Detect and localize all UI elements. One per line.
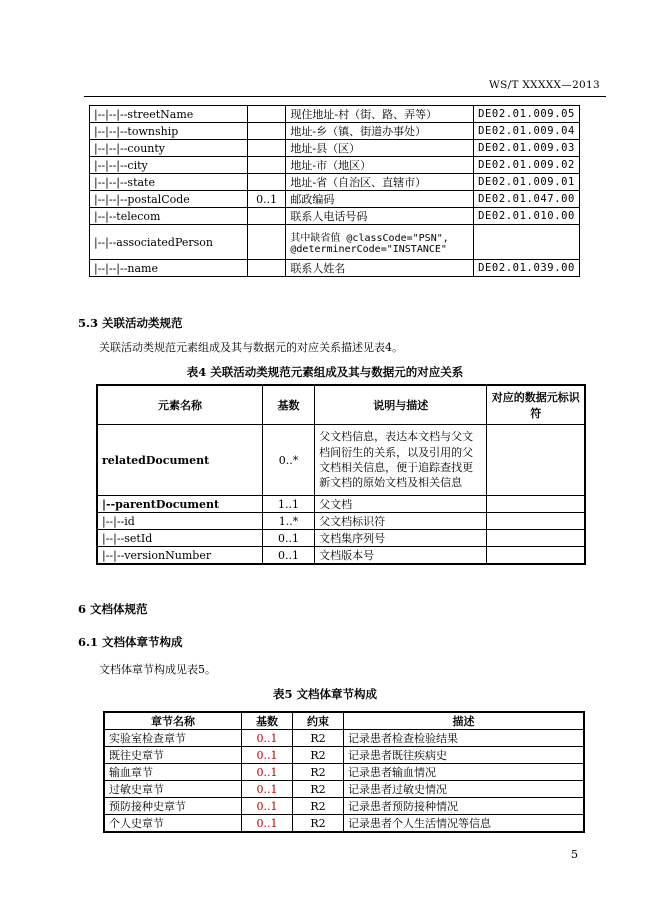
- data-element-id-cell: [487, 530, 585, 547]
- table-row: [104, 730, 584, 747]
- description-cell: 记录患者输血情况: [344, 764, 585, 781]
- section-5-3-intro: 关联活动类规范元素组成及其与数据元的对应关系描述见表4。: [99, 341, 403, 354]
- column-header: 说明与描述: [315, 385, 487, 425]
- data-element-id-cell: [487, 547, 585, 565]
- table-row: [97, 425, 585, 496]
- constraint-cell: R2: [293, 781, 344, 798]
- table-row: [90, 208, 580, 225]
- document-id: WS/T XXXXX—2013: [489, 79, 600, 91]
- data-element-id-cell: [474, 225, 580, 260]
- table-row: [90, 106, 580, 123]
- section-heading-6-1: 6.1 文档体章节构成: [78, 635, 183, 649]
- column-header: 基数: [262, 385, 314, 425]
- data-element-id-cell: [487, 425, 585, 496]
- table-row: [90, 140, 580, 157]
- description-cell: 记录患者过敏史情况: [344, 781, 585, 798]
- cardinality-cell: 1..*: [262, 513, 314, 530]
- cardinality-cell: 0..1: [262, 547, 314, 565]
- element-name-cell: |--|--|--state: [90, 174, 248, 191]
- element-name-cell: |--|--|--city: [90, 157, 248, 174]
- cardinality-cell: [247, 208, 285, 225]
- description-cell: 地址-县（区）: [286, 140, 474, 157]
- data-element-id-cell: DE02.01.009.01: [474, 174, 580, 191]
- cardinality-cell: [247, 140, 285, 157]
- section-heading-5-3: 5.3 关联活动类规范: [78, 316, 183, 330]
- column-header: 对应的数据元标识符: [487, 385, 585, 425]
- constraint-cell: R2: [293, 730, 344, 747]
- description-cell: 父文档: [315, 496, 487, 513]
- element-name-cell: |--parentDocument: [97, 496, 262, 513]
- table-row: [97, 547, 585, 565]
- column-header: 章节名称: [104, 712, 242, 730]
- data-element-id-cell: DE02.01.047.00: [474, 191, 580, 208]
- data-element-id-cell: DE02.01.009.04: [474, 123, 580, 140]
- element-name-cell: relatedDocument: [97, 425, 262, 496]
- cardinality-cell: [247, 174, 285, 191]
- element-name-cell: |--|--|--postalCode: [90, 191, 248, 208]
- table-header-row: [104, 712, 584, 730]
- constraint-cell: R2: [293, 764, 344, 781]
- data-element-id-cell: DE02.01.010.00: [474, 208, 580, 225]
- cardinality-cell: [247, 106, 285, 123]
- table-row: [90, 123, 580, 140]
- description-cell: 现住地址-村（街、路、弄等）: [286, 106, 474, 123]
- description-cell: 记录患者既往疾病史: [344, 747, 585, 764]
- description-cell: 其中缺省值 @classCode="PSN", @determinerCode="INSTANCE": [286, 225, 474, 260]
- cardinality-cell: [247, 123, 285, 140]
- data-element-id-cell: DE02.01.009.03: [474, 140, 580, 157]
- element-name-cell: |--|--telecom: [90, 208, 248, 225]
- table-row: [90, 191, 580, 208]
- cardinality-cell: [247, 157, 285, 174]
- page-number: 5: [571, 848, 578, 861]
- cardinality-cell: 0..1: [262, 530, 314, 547]
- cardinality-cell: [247, 260, 285, 277]
- description-cell: 文档版本号: [315, 547, 487, 565]
- description-cell: 文档集序列号: [315, 530, 487, 547]
- cardinality-cell: 1..1: [262, 496, 314, 513]
- section-name-cell: 预防接种史章节: [104, 798, 242, 815]
- description-cell: 记录患者个人生活情况等信息: [344, 815, 585, 833]
- section-heading-6: 6 文档体规范: [78, 602, 148, 616]
- element-name-cell: |--|--setId: [97, 530, 262, 547]
- section-6-1-intro: 文档体章节构成见表5。: [99, 663, 216, 676]
- section-name-cell: 过敏史章节: [104, 781, 242, 798]
- element-name-cell: |--|--|--streetName: [90, 106, 248, 123]
- description-cell: 地址-乡（镇、街道办事处）: [286, 123, 474, 140]
- table-row: [104, 747, 584, 764]
- table-row: [97, 513, 585, 530]
- table-header-row: [97, 385, 585, 425]
- element-name-cell: |--|--versionNumber: [97, 547, 262, 565]
- description-cell: 父文档标识符: [315, 513, 487, 530]
- cardinality-cell: 0..1: [242, 798, 293, 815]
- data-element-id-cell: DE02.01.039.00: [474, 260, 580, 277]
- table-row: [90, 174, 580, 191]
- table4-caption: 表4 关联活动类规范元素组成及其与数据元的对应关系: [186, 365, 464, 379]
- element-name-cell: |--|--|--name: [90, 260, 248, 277]
- data-element-id-cell: DE02.01.009.05: [474, 106, 580, 123]
- cardinality-cell: 0..1: [247, 191, 285, 208]
- description-cell: 父文档信息，表达本文档与父文档间衍生的关系，以及引用的父文档相关信息，便于追踪查找更新文档的原始文档及相关信息: [315, 425, 487, 496]
- description-cell: 记录患者预防接种情况: [344, 798, 585, 815]
- description-cell: 联系人电话号码: [286, 208, 474, 225]
- table-row: [97, 496, 585, 513]
- header-rule: [84, 96, 606, 97]
- element-name-cell: |--|--|--county: [90, 140, 248, 157]
- constraint-cell: R2: [293, 815, 344, 833]
- description-cell: 记录患者检查检验结果: [344, 730, 585, 747]
- description-cell: 邮政编码: [286, 191, 474, 208]
- column-header: 描述: [344, 712, 585, 730]
- cardinality-cell: 0..1: [242, 815, 293, 833]
- cardinality-cell: [247, 225, 285, 260]
- column-header: 约束: [293, 712, 344, 730]
- section-name-cell: 输血章节: [104, 764, 242, 781]
- table-row: [104, 781, 584, 798]
- description-cell: 地址-省（自治区、直辖市）: [286, 174, 474, 191]
- constraint-cell: R2: [293, 747, 344, 764]
- cardinality-cell: 0..*: [262, 425, 314, 496]
- description-cell: 联系人姓名: [286, 260, 474, 277]
- cardinality-cell: 0..1: [242, 764, 293, 781]
- section-name-cell: 既往史章节: [104, 747, 242, 764]
- data-element-id-cell: [487, 513, 585, 530]
- section-name-cell: 实验室检查章节: [104, 730, 242, 747]
- element-name-cell: |--|--|--township: [90, 123, 248, 140]
- element-name-cell: |--|--id: [97, 513, 262, 530]
- data-element-id-cell: DE02.01.009.02: [474, 157, 580, 174]
- table-row: [104, 815, 584, 833]
- data-element-id-cell: [487, 496, 585, 513]
- column-header: 元素名称: [97, 385, 262, 425]
- column-header: 基数: [242, 712, 293, 730]
- cardinality-cell: 0..1: [242, 730, 293, 747]
- description-cell: 地址-市（地区）: [286, 157, 474, 174]
- constraint-cell: R2: [293, 798, 344, 815]
- cardinality-cell: 0..1: [242, 781, 293, 798]
- table4: [96, 384, 586, 565]
- table5: [103, 711, 585, 833]
- table-row: [97, 530, 585, 547]
- table-row: [90, 225, 580, 260]
- table-row: [90, 260, 580, 277]
- section-name-cell: 个人史章节: [104, 815, 242, 833]
- table-row: [104, 798, 584, 815]
- continued-table: [89, 105, 580, 277]
- table5-caption: 表5 文档体章节构成: [272, 687, 377, 701]
- cardinality-cell: 0..1: [242, 747, 293, 764]
- table-row: [90, 157, 580, 174]
- table-row: [104, 764, 584, 781]
- element-name-cell: |--|--associatedPerson: [90, 225, 248, 260]
